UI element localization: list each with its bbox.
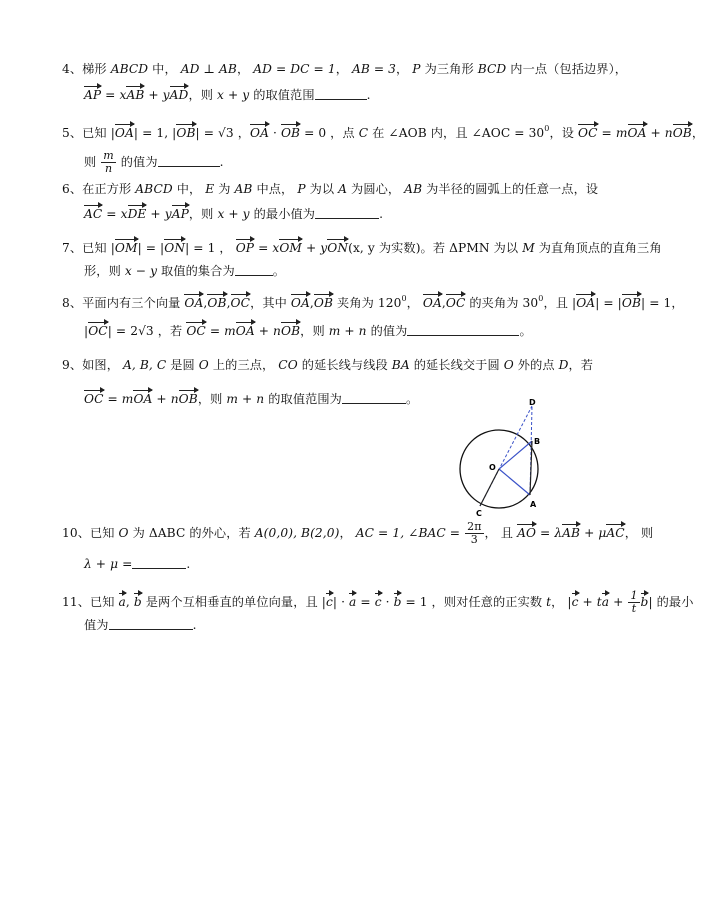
q6-line1: 6、在正方形 ABCD 中， E 为 AB 中点， P 为以 A 为圆心， AB 为半径的圆弧上的任意一点，设 bbox=[62, 182, 599, 196]
q8-line2: |OC| = 2√3 ，若 OC = mOA + nOB，则 m + n 的值为 。 bbox=[84, 324, 532, 338]
answer-blank[interactable] bbox=[315, 206, 379, 219]
vec-ab: AB bbox=[126, 88, 145, 102]
fraction-2pi-over-3: $\frac{2\pi}{3}$ bbox=[467, 520, 482, 546]
q8-line1: 8、平面内有三个向量 OA,OB,OC，其中 OA,OB 夹角为 $120^0$， OA,OC 的夹角为 $30^0$，且 |OA| = |OB| = 1， bbox=[62, 294, 684, 310]
fraction-m-over-n: $\frac{m}{n}$ bbox=[103, 149, 114, 175]
q4-line2: AP = xAB + yAD，则 x + y 的取值范围 . bbox=[84, 88, 371, 102]
circle-diagram bbox=[452, 396, 552, 518]
label-b: B bbox=[534, 437, 541, 446]
q7-line1: 7、已知 |OM| = |ON| = 1 ， OP = xOM + yON(x, y 为实数)。若 ΔPMN 为以 M 为直角顶点的直角三角 bbox=[62, 241, 662, 255]
q11-line1: 11、已知 a, b 是两个互相垂直的单位向量，且 |c| · a = c · b = 1 ，则对任意的正实数 t， |c + ta + $\frac{1}{t}$ b| 的最小 bbox=[62, 589, 694, 615]
label-d: D bbox=[529, 398, 536, 407]
q10-line1: 10、已知 O 为 ΔABC 的外心，若 A(0,0), B(2,0)， AC = 1, ∠BAC = $\frac{2\pi}{3}$ ， 且 AO = λAB + μAC， 则 bbox=[62, 520, 654, 546]
answer-blank[interactable] bbox=[235, 263, 273, 276]
q9-line1: 9、如图， A, B, C 是圆 O 上的三点， CO 的延长线与线段 BA 的延长线交于圆 O 外的点 D，若 bbox=[62, 358, 594, 372]
line-oa bbox=[499, 469, 530, 495]
q6-line2: AC = xDE + yAP，则 x + y 的最小值为 . bbox=[84, 207, 384, 221]
q10-line2: λ + μ = . bbox=[84, 557, 191, 571]
q5-line1: 5、已知 |OA| = 1, |OB| = √3 ，OA · OB = 0 ，点 C 在 ∠AOB 内，且 ∠AOC = $30^0$，设 OC = mOA + nOB， bbox=[62, 124, 704, 140]
q11-line2: 值为 . bbox=[84, 618, 197, 632]
q7-line2: 形，则 x − y 取值的集合为 。 bbox=[84, 264, 286, 278]
answer-blank[interactable] bbox=[109, 617, 193, 630]
answer-blank[interactable] bbox=[158, 154, 220, 167]
label-o: O bbox=[489, 463, 496, 472]
line-ob bbox=[499, 441, 532, 469]
answer-blank[interactable] bbox=[407, 323, 519, 336]
label-a: A bbox=[530, 500, 537, 509]
answer-blank[interactable] bbox=[315, 87, 367, 100]
fraction-1-over-t: $\frac{1}{t}$ bbox=[630, 589, 638, 615]
answer-blank[interactable] bbox=[132, 556, 186, 569]
answer-blank[interactable] bbox=[342, 391, 406, 404]
q5-line2: 则 $\frac{m}{n}$ 的值为 . bbox=[84, 149, 224, 175]
label-c: C bbox=[476, 509, 482, 518]
vec-ap: AP bbox=[84, 88, 102, 102]
vec-ad: AD bbox=[169, 88, 189, 102]
q4-line1: 4、梯形 ABCD 中， AD ⊥ AB， AD = DC = 1， AB = 3， P 为三角形 BCD 内一点（包括边界）， bbox=[62, 62, 628, 76]
line-co bbox=[480, 469, 499, 506]
q9-line2: OC = mOA + nOB，则 m + n 的取值范围为 。 bbox=[84, 392, 419, 406]
